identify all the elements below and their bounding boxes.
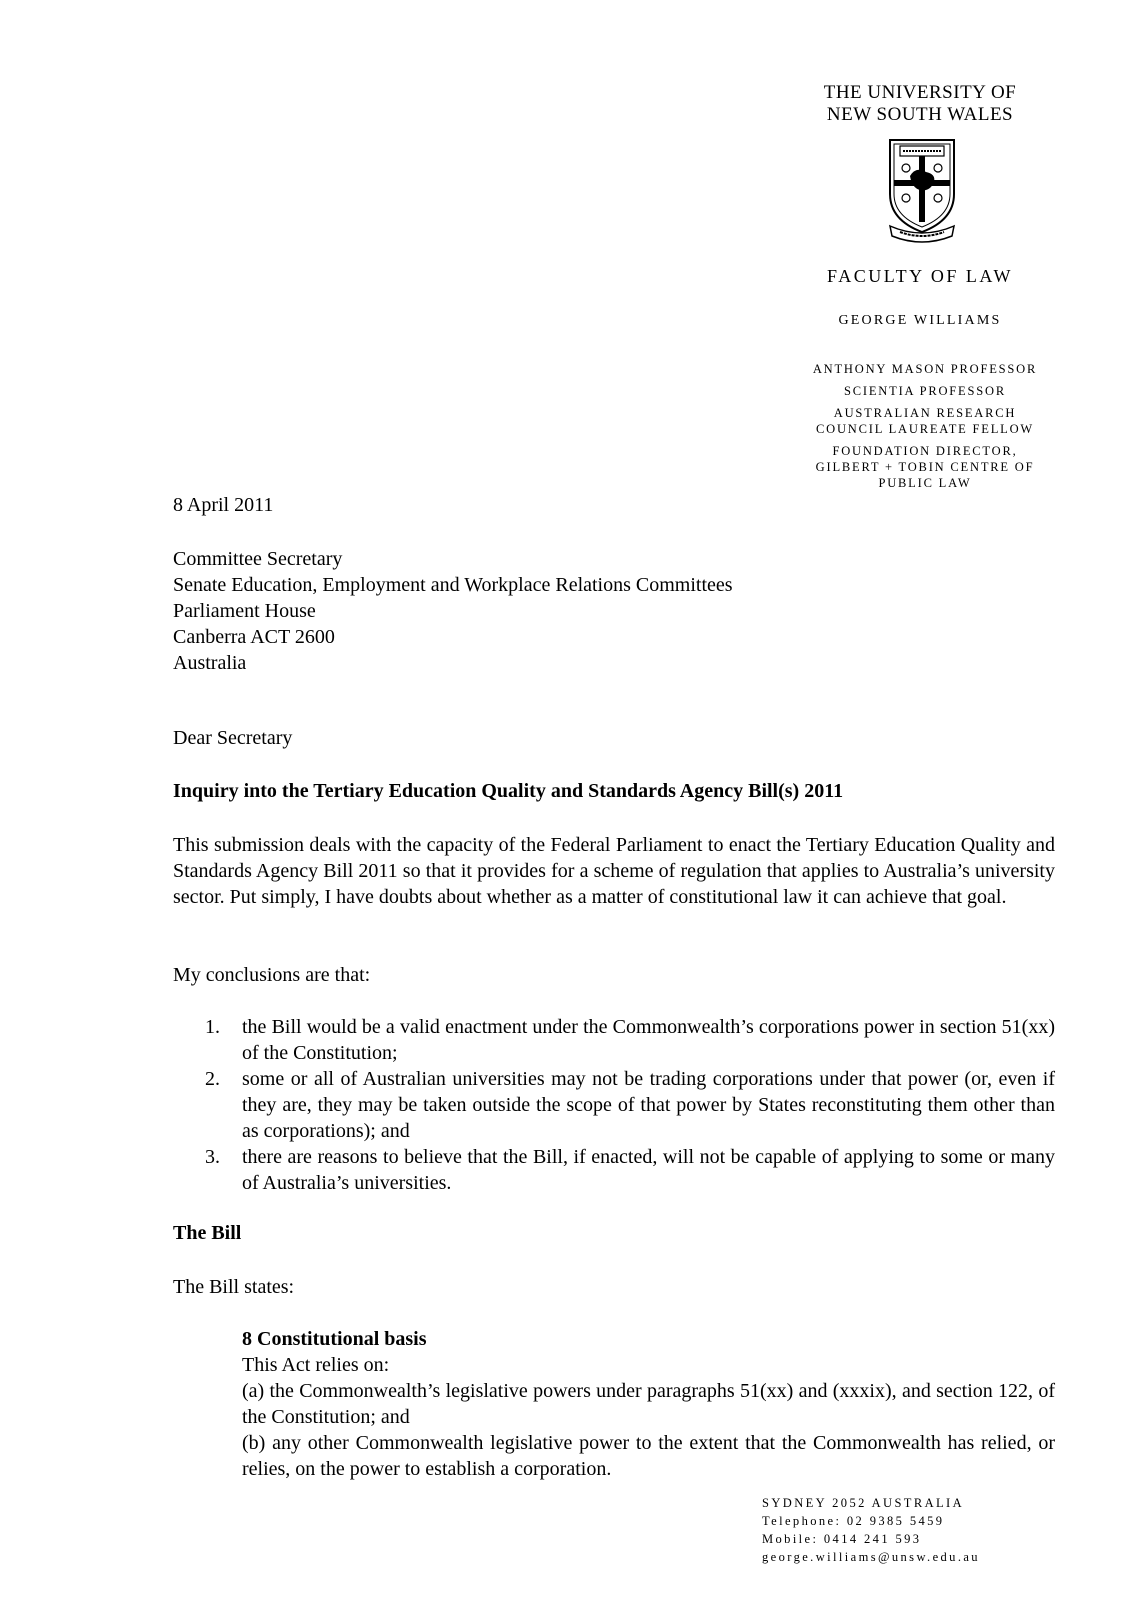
quote-item-b: (b) any other Commonwealth legislative power to the extent that the Commonwealth has relied, or relies, on the power to establish a corporation. [242,1432,1055,1480]
faculty-name: FACULTY OF LAW [827,266,1013,286]
salutation: Dear Secretary [173,727,293,749]
author-name: GEORGE WILLIAMS [838,313,1002,328]
quote-item-a: (a) the Commonwealth’s legislative powers under paragraphs 51(xx) and (xxxix), and section 122, of the Constitution; and [242,1380,1055,1428]
intro-paragraph: This submission deals with the capacity of the Federal Parliament to enact the Tertiary Education Quality and Standards Agency Bill 2011 so that it provides for a scheme of regulation that applies to Australia’s university sector. Put simply, I have doubts about whether as a matter of constitutional law it can achieve that goal. [173,834,1055,908]
letter-date: 8 April 2011 [173,494,274,516]
letter-subject-heading: Inquiry into the Tertiary Education Quality and Standards Agency Bill(s) 2011 [173,780,844,802]
quote-line: This Act relies on: [242,1354,390,1376]
footer-address: SYDNEY 2052 AUSTRALIA [762,1496,965,1510]
author-titles [790,361,1060,497]
title-scientia: SCIENTIA PROFESSOR [844,384,1006,398]
title-foundation-director: FOUNDATION DIRECTOR, GILBERT + TOBIN CENTRE OF PUBLIC LAW [815,444,1035,490]
section-heading-the-bill: The Bill [173,1222,242,1244]
university-name-line1: THE UNIVERSITY OF [823,82,1017,103]
title-anthony-mason: ANTHONY MASON PROFESSOR [812,362,1038,376]
bill-states-paragraph: The Bill states: [173,1276,295,1298]
list-item: 1. the Bill would be a valid enactment under the Commonwealth’s corporations power in section 51(xx) of the Constitution; [205,1016,1055,1064]
university-name [790,82,1050,126]
recipient-address [173,546,733,676]
footer-email: george.williams@unsw.edu.au [762,1550,980,1564]
list-item: 3. there are reasons to believe that the Bill, if enacted, will not be capable of applying to some or many of Australia’s universities. [205,1146,1055,1194]
footer-mobile: Mobile: 0414 241 593 [762,1532,922,1546]
bill-quote [242,1326,1055,1482]
list-item: 2. some or all of Australian universities may not be trading corporations under that power (or, even if they are, they may be taken outside the scope of that power by States reconstituting them other than as corporations); and [205,1068,1055,1142]
footer-telephone: Telephone: 02 9385 5459 [762,1514,945,1528]
conclusions-list [205,1014,1055,1196]
address-line: Canberra ACT 2600 [173,626,335,648]
university-name-line2: NEW SOUTH WALES [826,104,1014,125]
conclusions-intro: My conclusions are that: [173,964,371,986]
address-line: Australia [173,652,247,674]
university-crest-logo [886,136,958,244]
title-arc-laureate: AUSTRALIAN RESEARCH COUNCIL LAUREATE FELLOW [816,406,1034,436]
address-line: Parliament House [173,600,316,622]
quote-heading: 8 Constitutional basis [242,1328,427,1350]
address-line: Senate Education, Employment and Workplace Relations Committees [173,574,733,596]
address-line: Committee Secretary [173,548,343,570]
footer-contact [762,1494,980,1566]
